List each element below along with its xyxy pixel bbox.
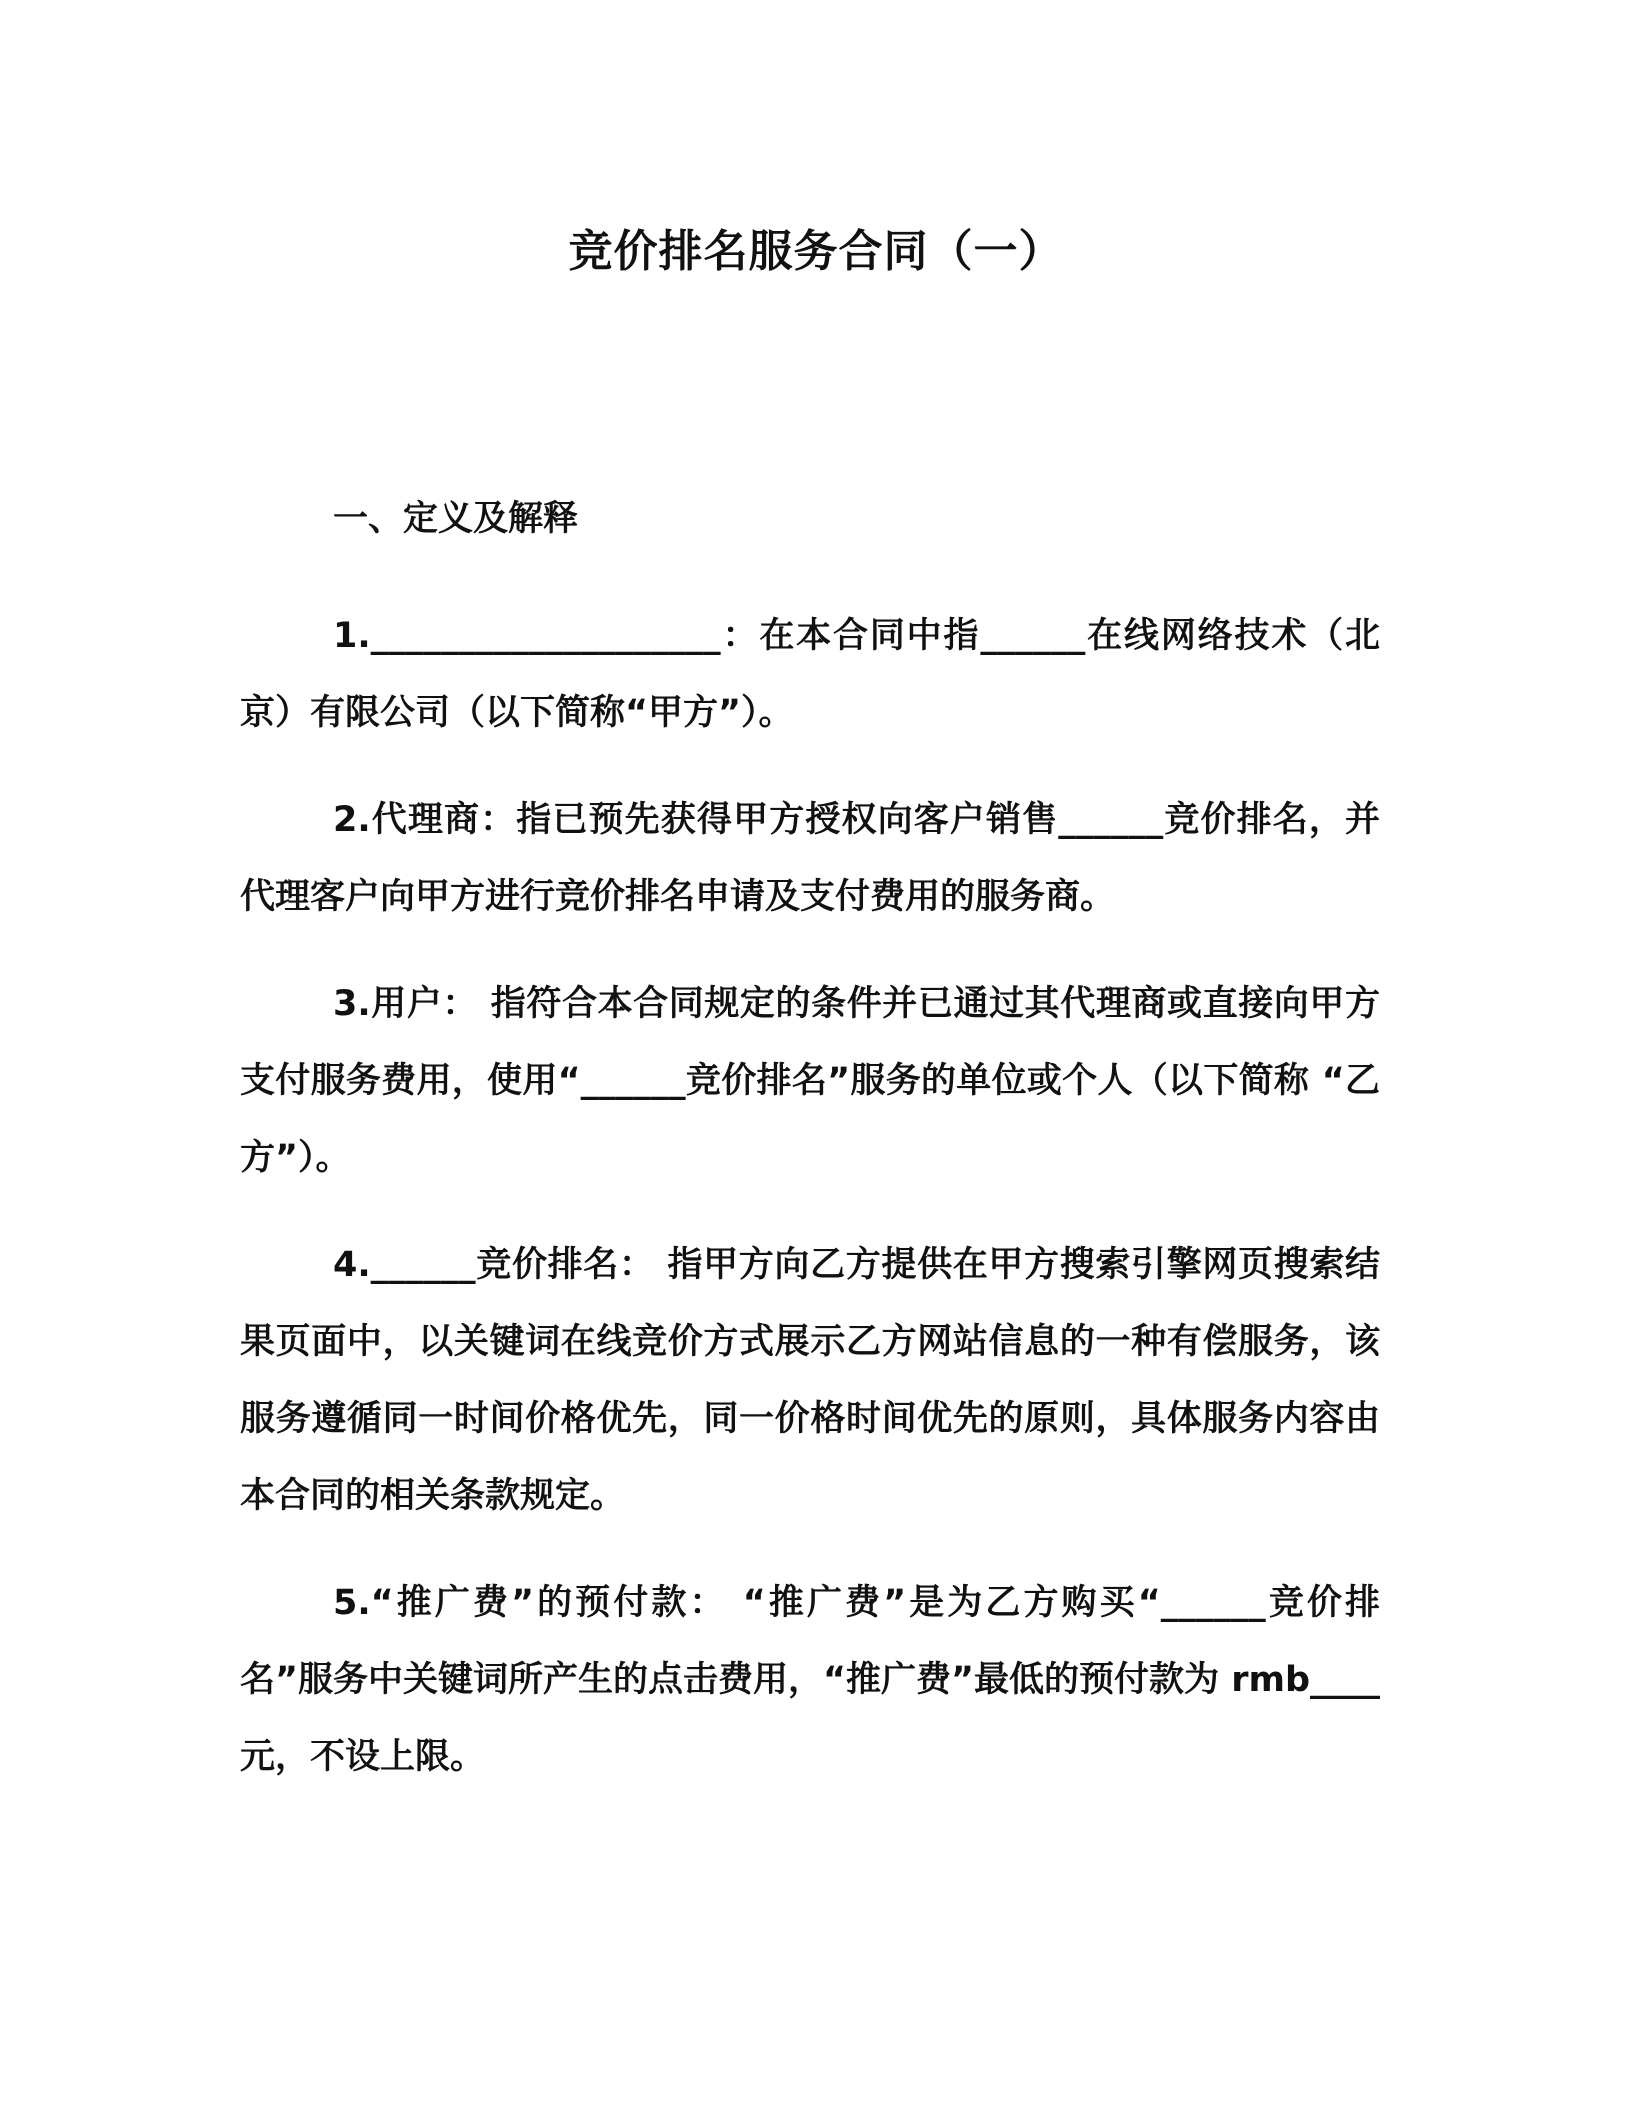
document-body xyxy=(240,598,1380,1826)
document-title: 竞价排名服务合同（一） xyxy=(568,226,1064,277)
paragraph-3: 3.用户： 指符合本合同规定的条件并已通过其代理商或直接向甲方支付服务费用，使用“______竞价排名”服务的单位或个人（以下简称 “乙方”）。 xyxy=(240,984,1380,1178)
paragraph-1: 1.____________________：在本合同中指______在线网络技术（北京）有限公司（以下简称“甲方”）。 xyxy=(240,616,1380,733)
section-heading: 一、定义及解释 xyxy=(333,499,579,539)
paragraph-5: 5.“推广费”的预付款： “推广费”是为乙方购买“______竞价排名”服务中关键词所产生的点击费用，“推广费”最低的预付款为 rmb____元，不设上限。 xyxy=(240,1583,1380,1777)
paragraph-2: 2.代理商：指已预先获得甲方授权向客户销售______竞价排名，并代理客户向甲方进行竞价排名申请及支付费用的服务商。 xyxy=(240,800,1380,917)
paragraph-4: 4.______竞价排名： 指甲方向乙方提供在甲方搜索引擎网页搜索结果页面中，以关键词在线竞价方式展示乙方网站信息的一种有偿服务，该服务遵循同一时间价格优先，同一价格时间优先的原则，具体服务内容由本合同的相关条款规定。 xyxy=(240,1245,1380,1516)
